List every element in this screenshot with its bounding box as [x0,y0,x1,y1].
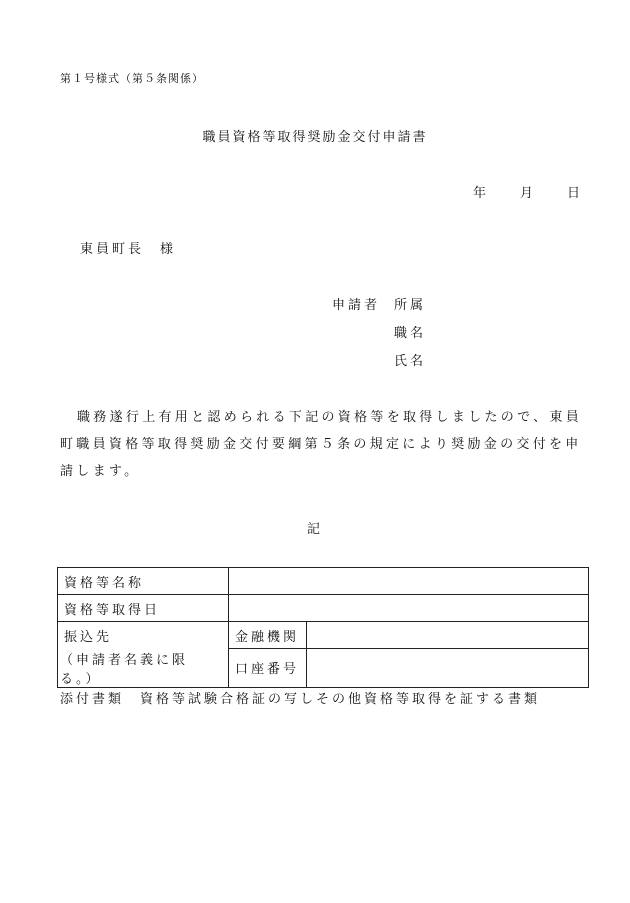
date-line [473,182,580,201]
transfer-note: （申請者名義に限る。） [58,649,229,688]
document-title: 職員資格等取得奨励金交付申請書 [202,130,428,145]
table-row [58,622,589,649]
applicant-label: 申請者 [332,298,381,313]
acquisition-date-field[interactable] [229,595,589,622]
account-number-label: 口座番号 [229,649,307,688]
form-number-label: 第１号様式（第５条関係） [60,72,204,85]
affiliation-label: 所属 [394,298,427,313]
qualification-name-label: 資格等名称 [58,568,229,595]
table-row [58,649,589,688]
table-row [58,595,589,622]
qualification-name-field[interactable] [229,568,589,595]
qualification-table [57,567,589,688]
body-paragraph: 職務遂行上有用と認められる下記の資格等を取得しましたので、東員町職員資格等取得奨励金交付要綱第５条の規定により奨励金の交付を申請します。 [60,410,583,479]
date-year-label: 年 [472,186,486,201]
acquisition-date-label: 資格等取得日 [58,595,229,622]
transfer-to-label: 振込先 [58,622,229,649]
post-label: 職名 [394,326,427,341]
name-label: 氏名 [394,354,427,369]
account-number-field[interactable] [307,649,589,688]
date-month-label: 月 [519,186,533,201]
ki-heading: 記 [306,522,323,537]
bank-field[interactable] [307,622,589,649]
bank-label: 金融機関 [229,622,307,649]
attachment-note: 添付書類 資格等試験合格証の写しその他資格等取得を証する書類 [60,692,541,707]
table-row [58,568,589,595]
addressee: 東員町長 様 [80,242,177,257]
date-day-label: 日 [566,186,580,201]
